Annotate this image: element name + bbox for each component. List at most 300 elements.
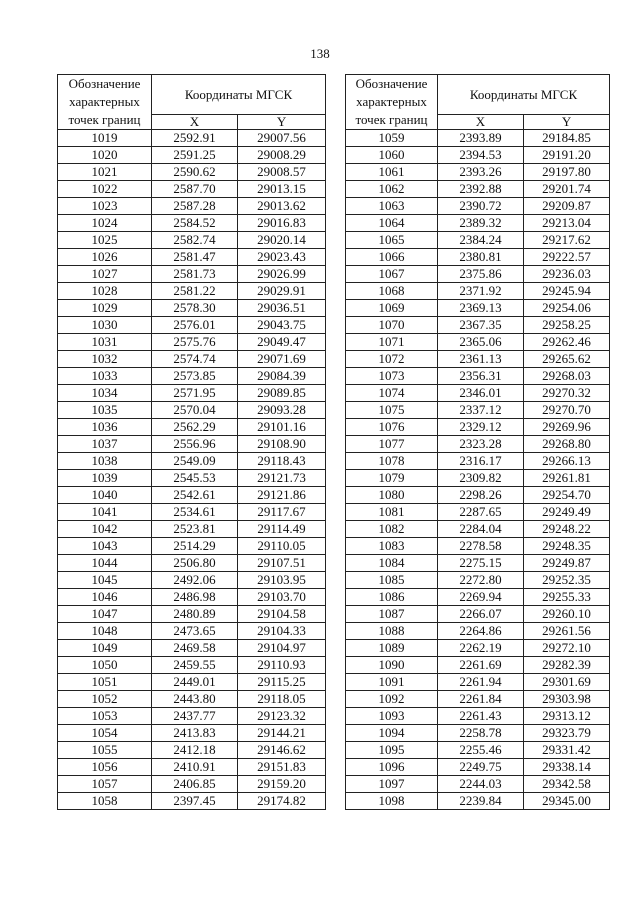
table-row	[58, 776, 326, 793]
point-id-cell: 1098	[346, 793, 438, 810]
point-id-cell: 1080	[346, 487, 438, 504]
x-cell: 2329.12	[438, 419, 524, 436]
table-row	[346, 232, 610, 249]
table-row	[346, 776, 610, 793]
table-row	[58, 283, 326, 300]
header-point-designation: Обозначение характерных точек границ	[346, 75, 438, 130]
x-cell: 2534.61	[152, 504, 238, 521]
y-cell: 29103.70	[238, 589, 326, 606]
x-cell: 2576.01	[152, 317, 238, 334]
y-cell: 29303.98	[524, 691, 610, 708]
table-row	[346, 725, 610, 742]
table-row	[346, 419, 610, 436]
y-cell: 29258.25	[524, 317, 610, 334]
y-cell: 29089.85	[238, 385, 326, 402]
point-id-cell: 1077	[346, 436, 438, 453]
point-id-cell: 1032	[58, 351, 152, 368]
table-row	[346, 691, 610, 708]
y-cell: 29268.03	[524, 368, 610, 385]
point-id-cell: 1033	[58, 368, 152, 385]
y-cell: 29265.62	[524, 351, 610, 368]
point-id-cell: 1036	[58, 419, 152, 436]
table-row	[346, 521, 610, 538]
point-id-cell: 1076	[346, 419, 438, 436]
table-row	[58, 487, 326, 504]
table-row	[346, 266, 610, 283]
y-cell: 29084.39	[238, 368, 326, 385]
table-row	[58, 725, 326, 742]
y-cell: 29252.35	[524, 572, 610, 589]
x-cell: 2570.04	[152, 402, 238, 419]
table-row	[346, 589, 610, 606]
point-id-cell: 1048	[58, 623, 152, 640]
x-cell: 2275.15	[438, 555, 524, 572]
x-cell: 2437.77	[152, 708, 238, 725]
table-body	[346, 130, 610, 810]
point-id-cell: 1023	[58, 198, 152, 215]
y-cell: 29103.95	[238, 572, 326, 589]
point-id-cell: 1042	[58, 521, 152, 538]
x-cell: 2389.32	[438, 215, 524, 232]
x-cell: 2443.80	[152, 691, 238, 708]
y-cell: 29249.87	[524, 555, 610, 572]
x-cell: 2367.35	[438, 317, 524, 334]
point-id-cell: 1068	[346, 283, 438, 300]
table-row	[346, 572, 610, 589]
table-row	[346, 385, 610, 402]
x-cell: 2394.53	[438, 147, 524, 164]
table-row	[346, 334, 610, 351]
y-cell: 29121.86	[238, 487, 326, 504]
table-row	[346, 300, 610, 317]
y-cell: 29282.39	[524, 657, 610, 674]
y-cell: 29270.32	[524, 385, 610, 402]
page-number: 138	[310, 46, 330, 61]
y-cell: 29016.83	[238, 215, 326, 232]
x-cell: 2380.81	[438, 249, 524, 266]
y-cell: 29008.29	[238, 147, 326, 164]
table-row	[346, 164, 610, 181]
point-id-cell: 1045	[58, 572, 152, 589]
point-id-cell: 1025	[58, 232, 152, 249]
point-id-cell: 1070	[346, 317, 438, 334]
table-row	[58, 402, 326, 419]
point-id-cell: 1057	[58, 776, 152, 793]
y-cell: 29043.75	[238, 317, 326, 334]
table-row	[58, 419, 326, 436]
point-id-cell: 1064	[346, 215, 438, 232]
point-id-cell: 1090	[346, 657, 438, 674]
x-cell: 2397.45	[152, 793, 238, 810]
point-id-cell: 1049	[58, 640, 152, 657]
table-row	[346, 470, 610, 487]
y-cell: 29245.94	[524, 283, 610, 300]
point-id-cell: 1055	[58, 742, 152, 759]
x-cell: 2390.72	[438, 198, 524, 215]
point-id-cell: 1097	[346, 776, 438, 793]
table-body	[58, 130, 326, 810]
table-row	[58, 674, 326, 691]
point-id-cell: 1052	[58, 691, 152, 708]
y-cell: 29118.43	[238, 453, 326, 470]
y-cell: 29159.20	[238, 776, 326, 793]
x-cell: 2410.91	[152, 759, 238, 776]
x-cell: 2412.18	[152, 742, 238, 759]
x-cell: 2459.55	[152, 657, 238, 674]
table-row	[58, 623, 326, 640]
table-row	[346, 351, 610, 368]
y-cell: 29123.32	[238, 708, 326, 725]
table-row	[58, 742, 326, 759]
point-id-cell: 1058	[58, 793, 152, 810]
y-cell: 29174.82	[238, 793, 326, 810]
point-id-cell: 1091	[346, 674, 438, 691]
y-cell: 29213.04	[524, 215, 610, 232]
y-cell: 29184.85	[524, 130, 610, 147]
point-id-cell: 1043	[58, 538, 152, 555]
point-id-cell: 1019	[58, 130, 152, 147]
point-id-cell: 1047	[58, 606, 152, 623]
table-row	[346, 283, 610, 300]
point-id-cell: 1094	[346, 725, 438, 742]
y-cell: 29248.35	[524, 538, 610, 555]
x-cell: 2262.19	[438, 640, 524, 657]
point-id-cell: 1050	[58, 657, 152, 674]
x-cell: 2261.43	[438, 708, 524, 725]
y-cell: 29254.70	[524, 487, 610, 504]
y-cell: 29201.74	[524, 181, 610, 198]
x-cell: 2406.85	[152, 776, 238, 793]
table-row	[58, 657, 326, 674]
y-cell: 29071.69	[238, 351, 326, 368]
table-row	[346, 538, 610, 555]
y-cell: 29197.80	[524, 164, 610, 181]
point-id-cell: 1071	[346, 334, 438, 351]
table-row	[58, 470, 326, 487]
point-id-cell: 1074	[346, 385, 438, 402]
point-id-cell: 1039	[58, 470, 152, 487]
point-id-cell: 1035	[58, 402, 152, 419]
x-cell: 2573.85	[152, 368, 238, 385]
table-row	[58, 300, 326, 317]
x-cell: 2562.29	[152, 419, 238, 436]
x-cell: 2369.13	[438, 300, 524, 317]
x-cell: 2542.61	[152, 487, 238, 504]
table-row	[346, 368, 610, 385]
point-id-cell: 1046	[58, 589, 152, 606]
y-cell: 29007.56	[238, 130, 326, 147]
x-cell: 2514.29	[152, 538, 238, 555]
y-cell: 29049.47	[238, 334, 326, 351]
x-cell: 2486.98	[152, 589, 238, 606]
point-id-cell: 1038	[58, 453, 152, 470]
point-id-cell: 1037	[58, 436, 152, 453]
x-cell: 2480.89	[152, 606, 238, 623]
point-id-cell: 1041	[58, 504, 152, 521]
point-id-cell: 1061	[346, 164, 438, 181]
table-row	[58, 640, 326, 657]
x-cell: 2287.65	[438, 504, 524, 521]
x-cell: 2393.26	[438, 164, 524, 181]
y-cell: 29104.33	[238, 623, 326, 640]
y-cell: 29020.14	[238, 232, 326, 249]
y-cell: 29029.91	[238, 283, 326, 300]
point-id-cell: 1084	[346, 555, 438, 572]
x-cell: 2361.13	[438, 351, 524, 368]
point-id-cell: 1081	[346, 504, 438, 521]
y-cell: 29342.58	[524, 776, 610, 793]
point-id-cell: 1053	[58, 708, 152, 725]
x-cell: 2337.12	[438, 402, 524, 419]
table-row	[346, 453, 610, 470]
y-cell: 29345.00	[524, 793, 610, 810]
table-row	[346, 504, 610, 521]
table-row	[346, 436, 610, 453]
y-cell: 29108.90	[238, 436, 326, 453]
y-cell: 29151.83	[238, 759, 326, 776]
y-cell: 29268.80	[524, 436, 610, 453]
x-cell: 2393.89	[438, 130, 524, 147]
table-row	[58, 215, 326, 232]
y-cell: 29115.25	[238, 674, 326, 691]
point-id-cell: 1079	[346, 470, 438, 487]
y-cell: 29023.43	[238, 249, 326, 266]
point-id-cell: 1027	[58, 266, 152, 283]
point-id-cell: 1089	[346, 640, 438, 657]
table-row	[346, 623, 610, 640]
x-cell: 2244.03	[438, 776, 524, 793]
point-id-cell: 1067	[346, 266, 438, 283]
x-cell: 2323.28	[438, 436, 524, 453]
table-row	[58, 691, 326, 708]
x-cell: 2545.53	[152, 470, 238, 487]
x-cell: 2587.28	[152, 198, 238, 215]
x-cell: 2506.80	[152, 555, 238, 572]
x-cell: 2581.47	[152, 249, 238, 266]
table-row	[346, 674, 610, 691]
x-cell: 2449.01	[152, 674, 238, 691]
table-row	[58, 521, 326, 538]
y-cell: 29262.46	[524, 334, 610, 351]
x-cell: 2571.95	[152, 385, 238, 402]
table-row	[58, 249, 326, 266]
x-cell: 2346.01	[438, 385, 524, 402]
table-row	[346, 793, 610, 810]
point-id-cell: 1026	[58, 249, 152, 266]
table-row	[58, 453, 326, 470]
point-id-cell: 1028	[58, 283, 152, 300]
x-cell: 2266.07	[438, 606, 524, 623]
x-cell: 2549.09	[152, 453, 238, 470]
point-id-cell: 1096	[346, 759, 438, 776]
x-cell: 2582.74	[152, 232, 238, 249]
x-cell: 2371.92	[438, 283, 524, 300]
coordinates-table-left	[57, 74, 326, 810]
table-row	[58, 606, 326, 623]
x-cell: 2574.74	[152, 351, 238, 368]
point-id-cell: 1029	[58, 300, 152, 317]
point-id-cell: 1083	[346, 538, 438, 555]
point-id-cell: 1034	[58, 385, 152, 402]
y-cell: 29272.10	[524, 640, 610, 657]
point-id-cell: 1044	[58, 555, 152, 572]
table-row	[58, 351, 326, 368]
table-row	[58, 385, 326, 402]
x-cell: 2309.82	[438, 470, 524, 487]
y-cell: 29331.42	[524, 742, 610, 759]
point-id-cell: 1072	[346, 351, 438, 368]
point-id-cell: 1095	[346, 742, 438, 759]
point-id-cell: 1024	[58, 215, 152, 232]
point-id-cell: 1063	[346, 198, 438, 215]
table-row	[58, 504, 326, 521]
y-cell: 29107.51	[238, 555, 326, 572]
x-cell: 2590.62	[152, 164, 238, 181]
point-id-cell: 1060	[346, 147, 438, 164]
y-cell: 29254.06	[524, 300, 610, 317]
header-x: X	[438, 114, 524, 129]
y-cell: 29036.51	[238, 300, 326, 317]
y-cell: 29313.12	[524, 708, 610, 725]
table-row	[58, 708, 326, 725]
y-cell: 29008.57	[238, 164, 326, 181]
table-row	[346, 657, 610, 674]
y-cell: 29323.79	[524, 725, 610, 742]
y-cell: 29104.58	[238, 606, 326, 623]
x-cell: 2584.52	[152, 215, 238, 232]
y-cell: 29110.05	[238, 538, 326, 555]
y-cell: 29236.03	[524, 266, 610, 283]
point-id-cell: 1066	[346, 249, 438, 266]
point-id-cell: 1088	[346, 623, 438, 640]
header-point-designation: Обозначение характерных точек границ	[58, 75, 152, 130]
y-cell: 29013.15	[238, 181, 326, 198]
table-row	[58, 232, 326, 249]
point-id-cell: 1056	[58, 759, 152, 776]
table-row	[346, 130, 610, 147]
point-id-cell: 1040	[58, 487, 152, 504]
table-row	[58, 555, 326, 572]
y-cell: 29261.81	[524, 470, 610, 487]
table-row	[58, 759, 326, 776]
table-row	[58, 317, 326, 334]
point-id-cell: 1030	[58, 317, 152, 334]
x-cell: 2284.04	[438, 521, 524, 538]
x-cell: 2258.78	[438, 725, 524, 742]
y-cell: 29101.16	[238, 419, 326, 436]
point-id-cell: 1062	[346, 181, 438, 198]
y-cell: 29118.05	[238, 691, 326, 708]
x-cell: 2278.58	[438, 538, 524, 555]
x-cell: 2575.76	[152, 334, 238, 351]
point-id-cell: 1092	[346, 691, 438, 708]
table-row	[58, 130, 326, 147]
y-cell: 29146.62	[238, 742, 326, 759]
point-id-cell: 1051	[58, 674, 152, 691]
y-cell: 29248.22	[524, 521, 610, 538]
table-row	[58, 368, 326, 385]
point-id-cell: 1087	[346, 606, 438, 623]
x-cell: 2255.46	[438, 742, 524, 759]
table-row	[58, 164, 326, 181]
point-id-cell: 1031	[58, 334, 152, 351]
table-row	[346, 640, 610, 657]
x-cell: 2261.94	[438, 674, 524, 691]
x-cell: 2384.24	[438, 232, 524, 249]
y-cell: 29144.21	[238, 725, 326, 742]
point-id-cell: 1069	[346, 300, 438, 317]
x-cell: 2556.96	[152, 436, 238, 453]
header-coordinates: Координаты МГСК	[438, 75, 610, 115]
point-id-cell: 1065	[346, 232, 438, 249]
table-row	[58, 198, 326, 215]
table-row	[58, 793, 326, 810]
y-cell: 29093.28	[238, 402, 326, 419]
header-x: X	[152, 114, 238, 129]
table-row	[346, 317, 610, 334]
x-cell: 2269.94	[438, 589, 524, 606]
table-row	[58, 538, 326, 555]
point-id-cell: 1020	[58, 147, 152, 164]
point-id-cell: 1021	[58, 164, 152, 181]
table-row	[58, 266, 326, 283]
table-row	[346, 487, 610, 504]
header-y: Y	[524, 114, 610, 129]
table-row	[346, 402, 610, 419]
x-cell: 2261.84	[438, 691, 524, 708]
x-cell: 2592.91	[152, 130, 238, 147]
point-id-cell: 1059	[346, 130, 438, 147]
x-cell: 2413.83	[152, 725, 238, 742]
y-cell: 29255.33	[524, 589, 610, 606]
y-cell: 29270.70	[524, 402, 610, 419]
x-cell: 2523.81	[152, 521, 238, 538]
table-row	[58, 181, 326, 198]
x-cell: 2261.69	[438, 657, 524, 674]
header-y: Y	[238, 114, 326, 129]
y-cell: 29301.69	[524, 674, 610, 691]
x-cell: 2298.26	[438, 487, 524, 504]
x-cell: 2492.06	[152, 572, 238, 589]
x-cell: 2578.30	[152, 300, 238, 317]
y-cell: 29191.20	[524, 147, 610, 164]
y-cell: 29269.96	[524, 419, 610, 436]
y-cell: 29249.49	[524, 504, 610, 521]
x-cell: 2249.75	[438, 759, 524, 776]
table-row	[346, 198, 610, 215]
y-cell: 29104.97	[238, 640, 326, 657]
x-cell: 2272.80	[438, 572, 524, 589]
x-cell: 2239.84	[438, 793, 524, 810]
table-row	[346, 759, 610, 776]
coordinates-table-right	[345, 74, 610, 810]
x-cell: 2365.06	[438, 334, 524, 351]
y-cell: 29261.56	[524, 623, 610, 640]
y-cell: 29266.13	[524, 453, 610, 470]
table-row	[58, 572, 326, 589]
point-id-cell: 1078	[346, 453, 438, 470]
x-cell: 2581.22	[152, 283, 238, 300]
y-cell: 29338.14	[524, 759, 610, 776]
table-row	[58, 147, 326, 164]
x-cell: 2392.88	[438, 181, 524, 198]
x-cell: 2473.65	[152, 623, 238, 640]
header-coordinates: Координаты МГСК	[152, 75, 326, 115]
table-row	[346, 606, 610, 623]
x-cell: 2587.70	[152, 181, 238, 198]
point-id-cell: 1085	[346, 572, 438, 589]
point-id-cell: 1054	[58, 725, 152, 742]
